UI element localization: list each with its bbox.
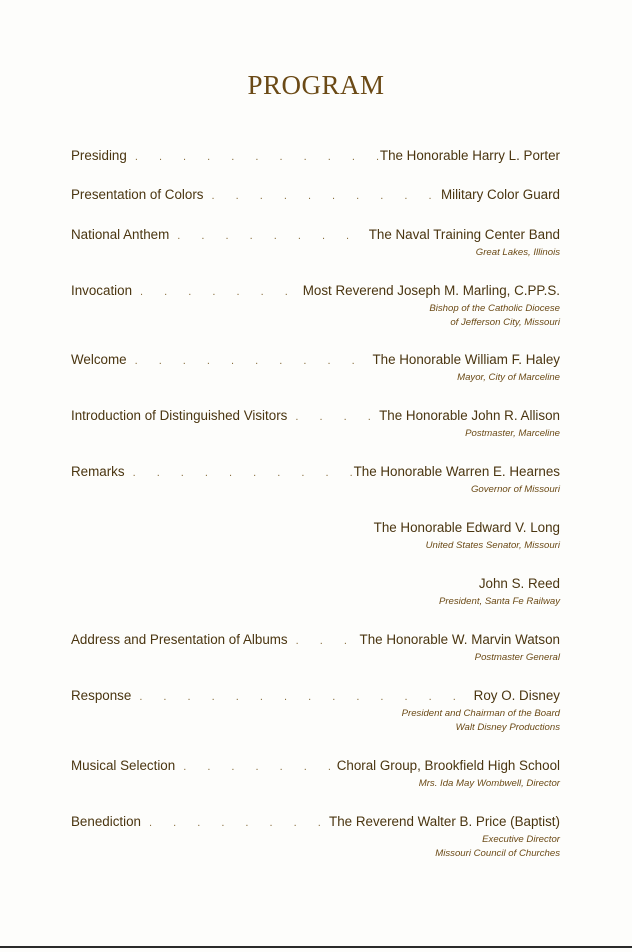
entry-participant-title: United States Senator, Missouri (425, 540, 560, 551)
dot-leader (287, 411, 379, 423)
dot-leader (125, 467, 354, 479)
entry-participant-title: President, Santa Fe Railway (438, 596, 560, 607)
entry-line (71, 352, 560, 370)
entry-participant: The Honorable Warren E. Hearnes (353, 464, 560, 479)
entry-line (71, 576, 560, 594)
program-entry (71, 688, 560, 735)
entry-participant-title: Governor of Missouri (470, 484, 560, 495)
entry-participant-title: of Jefferson City, Missouri (450, 317, 560, 328)
entry-role: Welcome (71, 352, 127, 367)
entry-line (71, 464, 560, 482)
entry-participant: Roy O. Disney (473, 688, 560, 703)
entry-participant-title: Bishop of the Catholic Diocese (429, 303, 560, 314)
dot-leader (175, 761, 337, 773)
entry-line (71, 758, 560, 776)
entry-line (71, 227, 560, 245)
entry-participant-title: President and Chairman of the Board (401, 708, 560, 719)
entry-role: Remarks (71, 464, 125, 479)
dot-leader (127, 355, 373, 367)
entry-role: Response (71, 688, 132, 703)
entry-line (71, 148, 560, 166)
program-entry (71, 814, 560, 861)
entry-participant-title: Mayor, City of Marceline (457, 372, 560, 383)
entry-line (71, 283, 560, 301)
program-entry (71, 576, 560, 609)
entry-participant: The Reverend Walter B. Price (Baptist) (329, 814, 560, 829)
entry-line (71, 408, 560, 426)
entry-participant: The Honorable Harry L. Porter (379, 148, 560, 163)
program-entry (71, 227, 560, 260)
entry-role: Address and Presentation of Albums (71, 632, 288, 647)
entry-role: Presentation of Colors (71, 187, 204, 202)
program-entry (71, 520, 560, 553)
dot-leader (169, 230, 368, 242)
program-entry (71, 283, 560, 330)
entry-participant-title: Postmaster General (474, 652, 560, 663)
entry-line (71, 520, 560, 538)
dot-leader (132, 286, 303, 298)
program-entry (71, 148, 560, 166)
entry-role: Invocation (71, 283, 133, 298)
program-entry (71, 352, 560, 385)
entry-participant-title: Walt Disney Productions (455, 722, 560, 733)
dot-leader (127, 151, 380, 163)
entry-participant: The Naval Training Center Band (368, 227, 560, 242)
bottom-rule (0, 946, 632, 948)
entry-participant: Choral Group, Brookfield High School (336, 758, 560, 773)
program-entry (71, 758, 560, 791)
entry-participant: Military Color Guard (440, 187, 560, 202)
entry-line (71, 688, 560, 706)
entry-line (71, 187, 560, 205)
dot-leader (131, 691, 473, 703)
entry-participant-title: Executive Director (482, 834, 560, 845)
dot-leader (141, 817, 329, 829)
page-title: PROGRAM (247, 70, 385, 100)
entry-role: Presiding (71, 148, 127, 163)
entry-participant: The Honorable Edward V. Long (373, 520, 560, 535)
dot-leader (288, 635, 360, 647)
entry-line (71, 814, 560, 832)
program-entry (71, 464, 560, 497)
entry-participant-title: Great Lakes, Illinois (475, 247, 560, 258)
entry-participant-title: Mrs. Ida May Wombwell, Director (418, 778, 560, 789)
entry-participant: John S. Reed (478, 576, 560, 591)
entry-role: National Anthem (71, 227, 170, 242)
dot-leader (204, 190, 441, 202)
entry-participant-title: Postmaster, Marceline (465, 428, 560, 439)
entry-participant-title: Missouri Council of Churches (435, 848, 560, 859)
entry-line (71, 632, 560, 650)
program-entry (71, 408, 560, 441)
program-entry (71, 187, 560, 205)
entry-role: Introduction of Distinguished Visitors (71, 408, 288, 423)
program-entry (71, 632, 560, 665)
entry-participant: The Honorable William F. Haley (372, 352, 560, 367)
entry-participant: Most Reverend Joseph M. Marling, C.PP.S. (302, 283, 560, 298)
entry-role: Benediction (71, 814, 141, 829)
entry-participant: The Honorable W. Marvin Watson (359, 632, 560, 647)
entry-role: Musical Selection (71, 758, 176, 773)
entry-participant: The Honorable John R. Allison (379, 408, 560, 423)
